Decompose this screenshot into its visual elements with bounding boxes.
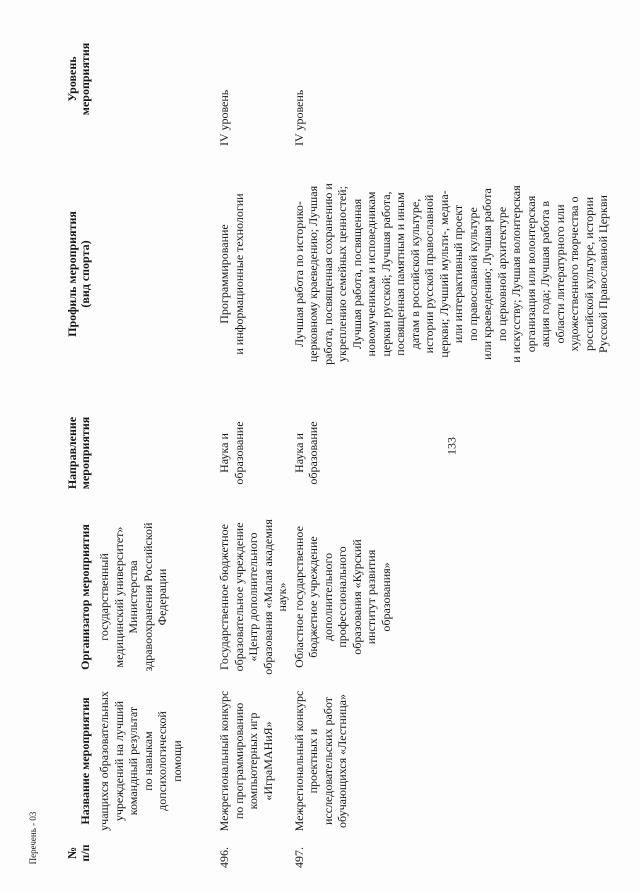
cell-organizer: государственный медицинский университет» Министерства здравоохранения Российской Федерации <box>97 522 169 672</box>
rotated-table-container <box>38 8 628 870</box>
header-name: Название мероприятия <box>78 697 92 825</box>
table-row <box>291 8 621 870</box>
cell-num: 497. <box>291 847 306 868</box>
cell-direction <box>96 398 216 508</box>
cell-name: учащихся образовательных учреждений на лучший командный результат по навыкам допсихологической помощи <box>97 691 184 831</box>
cell-direction: Наука и образование <box>217 421 246 485</box>
cell-profile <box>96 150 216 398</box>
footer-code: Перечень - 03 <box>28 811 38 865</box>
cell-level <box>96 8 216 150</box>
header-num: № п/п <box>65 844 92 862</box>
cell-name: Межрегиональный конкурс по программированию компьютерных игр «ИграМАНиЯ» <box>217 690 275 832</box>
header-profile: Профиль мероприятия (вид спорта) <box>65 211 92 337</box>
table-header-row <box>38 8 96 870</box>
header-level: Уровень мероприятия <box>65 42 92 116</box>
cell-profile: Лучшая работа по историко- церковному краеведению; Лучшая работа, посвященная сохранению и укреплению семейных ценностей; Лучшая работа, посвященная новомученикам и исповедникам церкви русской; Лучшая работа, посвященная памятным и иным датам в российской культуре, истории русской православной церкви; Лучший мульти-, медиа- или интерактивный проект по православной культуре или краеведению; Лучшая работа по церковной архитектуре и искусству; Лучшая волонтерская организация или волонтерская акция года; Лучшая работа в области литературного или художественного творчества о российской культуре, истории Русской Православной Церкви <box>291 183 610 365</box>
events-table <box>38 8 621 870</box>
cell-organizer: Областное государственное бюджетное учреждение дополнительного профессионального образования «Курский институт развития образования» <box>291 526 393 668</box>
cell-name: Межрегиональный конкурс проектных и исследовательских работ обучающихся «Лестница» <box>291 690 349 832</box>
header-organizer: Организатор мероприятия <box>78 524 92 670</box>
cell-num: 496. <box>217 847 231 868</box>
cell-level: IV уровень <box>217 89 231 146</box>
cell-num <box>96 836 216 870</box>
cell-profile: Программирование и информационные технологии <box>217 193 246 355</box>
cell-level: IV уровень <box>291 89 306 146</box>
page-number: 133 <box>444 437 459 455</box>
header-direction: Направление мероприятия <box>65 416 92 490</box>
table-row <box>216 8 291 870</box>
cell-organizer: Государственное бюджетное образовательное учреждение «Центр дополнительного образования «Малая академия наук» <box>217 519 289 675</box>
cell-direction: Наука и образование <box>291 421 320 485</box>
table-row <box>96 8 216 870</box>
